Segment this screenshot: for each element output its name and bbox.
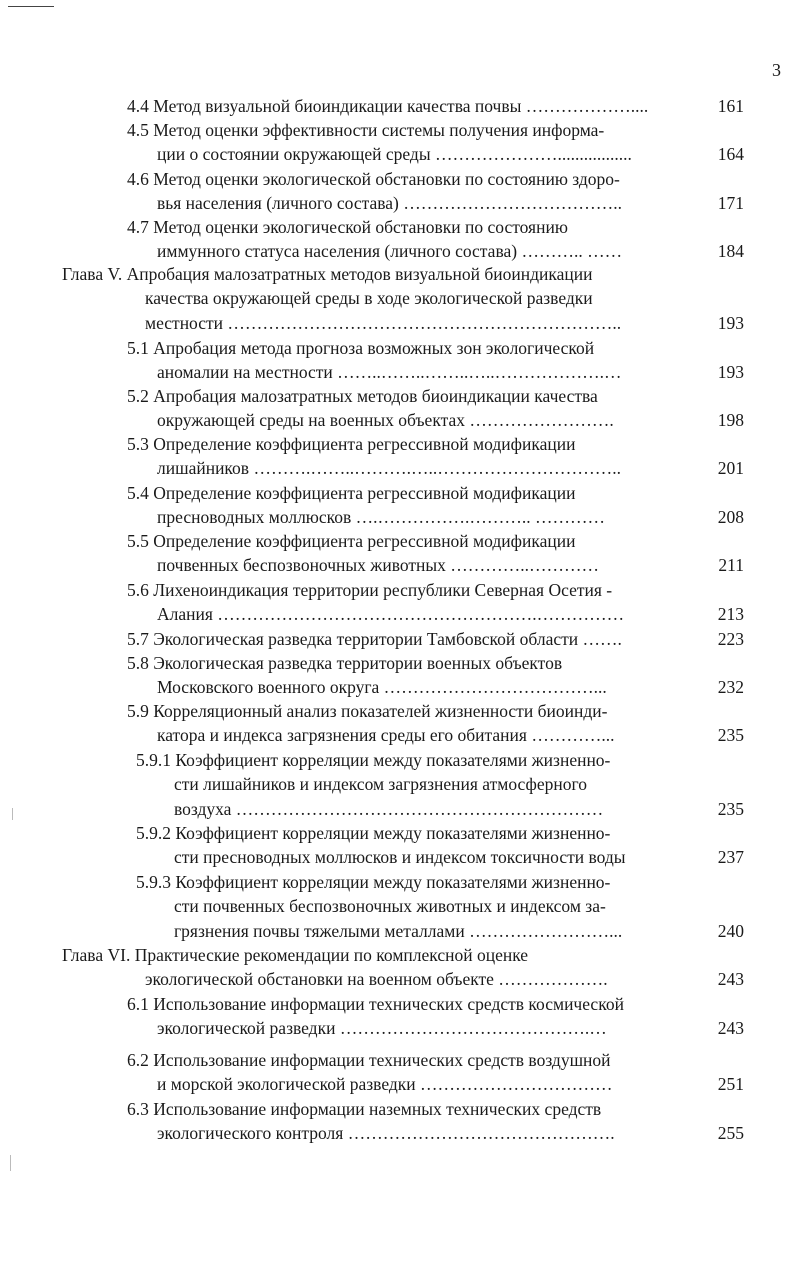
toc-entry-title: 5.7 Экологическая разведка территории Тамбовской области ……. [127, 629, 622, 649]
toc-entry-title: 4.5 Метод оценки эффективности системы получения информа- [127, 120, 605, 140]
toc-entry-title: 5.9.2 Коэффициент корреляции между показателями жизненно- [136, 823, 611, 843]
toc-entry-title-continuation: экологической разведки …………………………………….… [157, 1018, 607, 1039]
toc-entry-title: 5.3 Определение коэффициента регрессивной модификации [127, 434, 576, 454]
toc-entry-title-continuation: окружающей среды на военных объектах ……………………. [157, 410, 614, 431]
toc-entry-title: 5.9.1 Коэффициент корреляции между показателями жизненно- [136, 750, 611, 770]
toc-entry-title: 5.1 Апробация метода прогноза возможных зон экологической [127, 338, 595, 358]
toc-page-number: 164 [717, 144, 744, 165]
toc-entry-title: 5.4 Определение коэффициента регрессивной модификации [127, 483, 576, 503]
toc-entry-title-continuation: воздуха ……………………………………………………… [174, 798, 604, 819]
toc-page-number: 235 [717, 725, 744, 746]
toc-entry-title-continuation: иммунного статуса населения (личного состава) ……….. …… [157, 241, 623, 262]
toc-entry-title: 6.2 Использование информации технических средств воздушной [127, 1050, 611, 1070]
toc-page-number: 235 [717, 798, 744, 819]
page-number: 3 [772, 60, 781, 80]
toc-entry-title-continuation: сти почвенных беспозвоночных животных и индексом за- [174, 896, 606, 917]
toc-entry-title-continuation: вья населения (личного состава) ……………………………….. [157, 193, 623, 214]
toc-entry-title-continuation: экологического контроля ………………………………………. [157, 1123, 615, 1144]
toc-page-number: 193 [717, 362, 744, 383]
toc-page-number: 251 [717, 1074, 744, 1095]
toc-entry-title-continuation: и морской экологической разведки …………………………… [157, 1074, 613, 1095]
toc-entry-title-continuation: грязнения почвы тяжелыми металлами ……………………... [174, 920, 623, 941]
toc-entry-title: Глава VI. Практические рекомендации по комплексной оценке [62, 945, 529, 965]
toc-entry-title: 4.7 Метод оценки экологической обстановки по состоянию [127, 217, 568, 237]
top-rule [8, 6, 54, 7]
toc-page-number: 208 [717, 507, 744, 528]
toc-entry-title: 5.2 Апробация малозатратных методов биоиндикации качества [127, 386, 598, 406]
toc-entry-title-continuation: почвенных беспозвоночных животных …………..………… [157, 555, 600, 576]
toc-entry-title: 5.5 Определение коэффициента регрессивной модификации [127, 531, 576, 551]
toc-page-number: 171 [717, 193, 744, 214]
toc-page-number: 237 [717, 847, 744, 868]
toc-entry-title-continuation: местности ………………………………………………………….. [145, 312, 622, 333]
toc-page-number: 232 [717, 677, 744, 698]
toc-page-number: 243 [717, 1018, 744, 1039]
toc-entry-title-continuation: качества окружающей среды в ходе экологической разведки [145, 288, 593, 309]
toc-page-number: 211 [718, 555, 744, 576]
toc-entry-title: 4.6 Метод оценки экологической обстановки по состоянию здоро- [127, 169, 620, 189]
toc-entry-title-continuation: лишайников ……….……..……….…..………………………….. [157, 458, 621, 479]
toc-page-number: 201 [717, 458, 744, 479]
toc-entry-title-continuation: сти пресноводных моллюсков и индексом токсичности воды [174, 847, 626, 868]
toc-entry-title-continuation: аномалии на местности ……..……..……..…..……………….… [157, 362, 622, 383]
toc-entry-title-continuation: экологической обстановки на военном объекте ………………. [145, 969, 608, 990]
toc-page-number: 184 [717, 241, 744, 262]
toc-entry-title: 6.3 Использование информации наземных технических средств [127, 1099, 602, 1119]
toc-entry-title: Глава V. Апробация малозатратных методов визуальной биоиндикации [62, 264, 593, 284]
scan-mark [10, 1155, 11, 1171]
toc-page-number: 213 [717, 604, 744, 625]
toc-page-number: 161 [717, 96, 744, 116]
toc-entry-title-continuation: ции о состоянии окружающей среды …………………................. [157, 144, 632, 165]
toc-page-number: 193 [717, 312, 744, 333]
toc-page-number: 255 [717, 1123, 744, 1144]
toc-page-number: 243 [717, 969, 744, 990]
toc-entry-title-continuation: катора и индекса загрязнения среды его обитания …………... [157, 725, 615, 746]
toc-entry-title: 6.1 Использование информации технических средств космической [127, 994, 624, 1014]
toc-entry-title: 5.9.3 Коэффициент корреляции между показателями жизненно- [136, 872, 611, 892]
toc-entry-title: 5.6 Лихеноиндикация территории республики Северная Осетия - [127, 580, 613, 600]
toc-entry-title-continuation: пресноводных моллюсков ….…………….……….. ………… [157, 507, 606, 528]
scan-mark [12, 808, 13, 820]
toc-entry-title-continuation: Московского военного округа ………………………………... [157, 677, 607, 698]
toc-entry-title: 4.4 Метод визуальной биоиндикации качества почвы ……………….... [127, 96, 649, 116]
toc-entry-title: 5.9 Корреляционный анализ показателей жизненности биоинди- [127, 701, 608, 721]
toc-entry-title-continuation: сти лишайников и индексом загрязнения атмосферного [174, 774, 587, 795]
toc-entry-title: 5.8 Экологическая разведка территории военных объектов [127, 653, 563, 673]
toc-entry-title-continuation: Алания ……………………………………………….…………… [157, 604, 625, 625]
toc-page-number: 223 [717, 629, 744, 649]
toc-page-number: 240 [717, 920, 744, 941]
toc-page-number: 198 [717, 410, 744, 431]
